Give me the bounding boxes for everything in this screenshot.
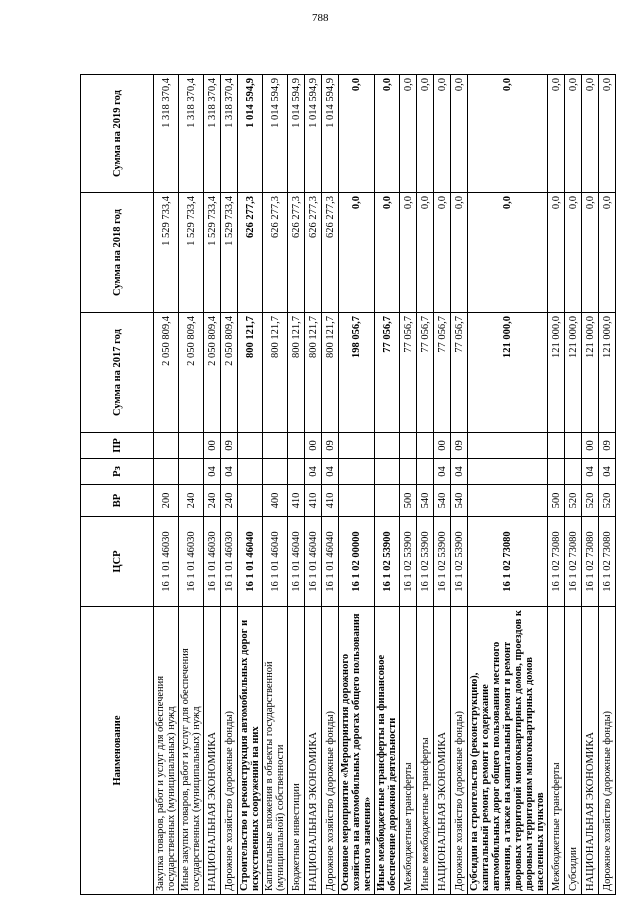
header-name: Наименование xyxy=(81,607,154,895)
cell-sum-2017: 121 000,0 xyxy=(582,313,599,433)
cell-pr xyxy=(375,433,400,459)
cell-vr: 200 xyxy=(154,485,179,517)
cell-csr: 16 1 02 53900 xyxy=(400,517,417,607)
cell-pr xyxy=(400,433,417,459)
cell-sum-2017: 77 056,7 xyxy=(434,313,451,433)
cell-csr: 16 1 01 46030 xyxy=(221,517,238,607)
cell-vr: 540 xyxy=(434,485,451,517)
cell-pr: 09 xyxy=(599,433,616,459)
cell-csr: 16 1 01 46030 xyxy=(179,517,204,607)
cell-vr: 540 xyxy=(417,485,434,517)
cell-sum-2019: 0,0 xyxy=(548,75,565,193)
cell-sum-2017: 800 121,7 xyxy=(305,313,322,433)
header-pr: ПР xyxy=(81,433,154,459)
table-body xyxy=(154,75,616,895)
cell-sum-2019: 1 318 370,4 xyxy=(179,75,204,193)
cell-rz xyxy=(179,459,204,485)
cell-pr xyxy=(339,433,375,459)
table-row xyxy=(339,75,375,895)
cell-sum-2019: 0,0 xyxy=(417,75,434,193)
cell-csr: 16 1 02 00000 xyxy=(339,517,375,607)
table-row xyxy=(417,75,434,895)
cell-vr: 240 xyxy=(179,485,204,517)
cell-sum-2018: 1 529 733,4 xyxy=(154,193,179,313)
cell-sum-2018: 1 529 733,4 xyxy=(221,193,238,313)
cell-sum-2017: 2 050 809,4 xyxy=(179,313,204,433)
cell-sum-2018: 1 529 733,4 xyxy=(179,193,204,313)
cell-vr: 410 xyxy=(305,485,322,517)
cell-pr: 00 xyxy=(305,433,322,459)
table-row xyxy=(451,75,468,895)
cell-rz: 04 xyxy=(221,459,238,485)
table-row xyxy=(204,75,221,895)
cell-vr: 400 xyxy=(263,485,288,517)
cell-pr xyxy=(288,433,305,459)
cell-name: Дорожное хозяйство (дорожные фонды) xyxy=(599,607,616,895)
cell-rz xyxy=(339,459,375,485)
cell-csr: 16 1 02 73080 xyxy=(582,517,599,607)
cell-rz: 04 xyxy=(204,459,221,485)
table-row xyxy=(548,75,565,895)
cell-sum-2018: 0,0 xyxy=(548,193,565,313)
table-row xyxy=(263,75,288,895)
cell-rz: 04 xyxy=(434,459,451,485)
cell-rz xyxy=(375,459,400,485)
cell-sum-2018: 0,0 xyxy=(599,193,616,313)
budget-table xyxy=(80,74,616,895)
cell-sum-2018: 0,0 xyxy=(375,193,400,313)
cell-sum-2019: 0,0 xyxy=(339,75,375,193)
cell-rz xyxy=(548,459,565,485)
cell-rz xyxy=(238,459,263,485)
cell-sum-2018: 626 277,3 xyxy=(305,193,322,313)
cell-sum-2019: 0,0 xyxy=(582,75,599,193)
cell-sum-2018: 0,0 xyxy=(451,193,468,313)
cell-name: Дорожное хозяйство (дорожные фонды) xyxy=(451,607,468,895)
cell-name: Межбюджетные трансферты xyxy=(548,607,565,895)
cell-csr: 16 1 02 73080 xyxy=(599,517,616,607)
cell-name: НАЦИОНАЛЬНАЯ ЭКОНОМИКА xyxy=(305,607,322,895)
page-number: 788 xyxy=(312,12,329,24)
cell-vr xyxy=(375,485,400,517)
cell-sum-2019: 1 014 594,9 xyxy=(305,75,322,193)
cell-sum-2019: 0,0 xyxy=(434,75,451,193)
cell-sum-2017: 121 000,0 xyxy=(599,313,616,433)
cell-sum-2019: 1 318 370,4 xyxy=(154,75,179,193)
cell-pr: 00 xyxy=(582,433,599,459)
table-header-row xyxy=(81,75,154,895)
header-sum-2018: Сумма на 2018 год xyxy=(81,193,154,313)
cell-vr: 410 xyxy=(322,485,339,517)
cell-pr: 09 xyxy=(451,433,468,459)
cell-rz xyxy=(154,459,179,485)
cell-pr xyxy=(179,433,204,459)
cell-sum-2019: 1 318 370,4 xyxy=(221,75,238,193)
cell-sum-2017: 800 121,7 xyxy=(263,313,288,433)
cell-name: Основное мероприятие «Мероприятия дорожного хозяйства на автомобильных дорогах общего пользования местного значения» xyxy=(339,607,375,895)
cell-csr: 16 1 02 53900 xyxy=(434,517,451,607)
table-row xyxy=(468,75,548,895)
cell-sum-2017: 800 121,7 xyxy=(288,313,305,433)
cell-sum-2018: 0,0 xyxy=(417,193,434,313)
table-row xyxy=(400,75,417,895)
cell-csr: 16 1 02 53900 xyxy=(451,517,468,607)
cell-sum-2019: 1 014 594,9 xyxy=(263,75,288,193)
cell-sum-2019: 1 318 370,4 xyxy=(204,75,221,193)
cell-rz: 04 xyxy=(322,459,339,485)
table-row xyxy=(434,75,451,895)
cell-vr: 520 xyxy=(582,485,599,517)
cell-sum-2017: 198 056,7 xyxy=(339,313,375,433)
cell-name: НАЦИОНАЛЬНАЯ ЭКОНОМИКА xyxy=(204,607,221,895)
header-sum-2017: Сумма на 2017 год xyxy=(81,313,154,433)
table-row xyxy=(221,75,238,895)
cell-csr: 16 1 02 53900 xyxy=(417,517,434,607)
header-sum-2019: Сумма на 2019 год xyxy=(81,75,154,193)
cell-sum-2019: 0,0 xyxy=(400,75,417,193)
cell-rz xyxy=(417,459,434,485)
cell-rz: 04 xyxy=(305,459,322,485)
cell-sum-2019: 1 014 594,9 xyxy=(288,75,305,193)
table-row xyxy=(238,75,263,895)
cell-name: Субсидии на строительство (реконструкцию), капитальный ремонт, ремонт и содержание автомобильных дорог общего пользования местного значения, а также на капитальный ремонт и ремонт дворовых территорий многоквартирных домов, проездов к дворовым территориям многоквартирных домов населенных пунктов xyxy=(468,607,548,895)
cell-name: Бюджетные инвестиции xyxy=(288,607,305,895)
cell-pr xyxy=(263,433,288,459)
cell-vr: 540 xyxy=(451,485,468,517)
cell-vr: 500 xyxy=(548,485,565,517)
cell-name: Дорожное хозяйство (дорожные фонды) xyxy=(221,607,238,895)
table-row xyxy=(582,75,599,895)
cell-name: Иные межбюджетные трансферты на финансовое обеспечение дорожной деятельности xyxy=(375,607,400,895)
table-row xyxy=(305,75,322,895)
cell-rz xyxy=(400,459,417,485)
cell-sum-2018: 626 277,3 xyxy=(322,193,339,313)
cell-sum-2017: 77 056,7 xyxy=(451,313,468,433)
table-row xyxy=(599,75,616,895)
cell-vr xyxy=(339,485,375,517)
cell-name: Дорожное хозяйство (дорожные фонды) xyxy=(322,607,339,895)
cell-name: НАЦИОНАЛЬНАЯ ЭКОНОМИКА xyxy=(434,607,451,895)
cell-pr xyxy=(468,433,548,459)
cell-csr: 16 1 01 46040 xyxy=(305,517,322,607)
cell-sum-2019: 0,0 xyxy=(468,75,548,193)
cell-vr: 410 xyxy=(288,485,305,517)
cell-sum-2018: 0,0 xyxy=(565,193,582,313)
cell-rz: 04 xyxy=(599,459,616,485)
cell-csr: 16 1 02 73080 xyxy=(468,517,548,607)
cell-pr: 00 xyxy=(204,433,221,459)
cell-vr: 240 xyxy=(204,485,221,517)
cell-pr xyxy=(238,433,263,459)
header-vr: ВР xyxy=(81,485,154,517)
cell-sum-2019: 0,0 xyxy=(599,75,616,193)
cell-vr: 520 xyxy=(599,485,616,517)
cell-name: Иные межбюджетные трансферты xyxy=(417,607,434,895)
cell-vr: 520 xyxy=(565,485,582,517)
cell-name: НАЦИОНАЛЬНАЯ ЭКОНОМИКА xyxy=(582,607,599,895)
cell-rz: 04 xyxy=(582,459,599,485)
table-row xyxy=(288,75,305,895)
cell-sum-2019: 1 014 594,9 xyxy=(238,75,263,193)
cell-csr: 16 1 01 46040 xyxy=(322,517,339,607)
cell-name: Капитальные вложения в объекты государственной (муниципальной) собственности xyxy=(263,607,288,895)
cell-name: Субсидии xyxy=(565,607,582,895)
cell-rz xyxy=(468,459,548,485)
cell-sum-2017: 77 056,7 xyxy=(417,313,434,433)
cell-sum-2019: 0,0 xyxy=(375,75,400,193)
cell-csr: 16 1 01 46030 xyxy=(204,517,221,607)
cell-sum-2019: 0,0 xyxy=(451,75,468,193)
cell-sum-2017: 800 121,7 xyxy=(322,313,339,433)
cell-sum-2018: 1 529 733,4 xyxy=(204,193,221,313)
cell-sum-2017: 2 050 809,4 xyxy=(204,313,221,433)
table-row xyxy=(154,75,179,895)
cell-pr xyxy=(417,433,434,459)
cell-name: Строительство и реконструкция автомобильных дорог и искусственных сооружений на них xyxy=(238,607,263,895)
cell-csr: 16 1 01 46040 xyxy=(238,517,263,607)
cell-pr xyxy=(548,433,565,459)
table-row xyxy=(179,75,204,895)
cell-pr xyxy=(565,433,582,459)
cell-sum-2017: 121 000,0 xyxy=(548,313,565,433)
cell-sum-2017: 121 000,0 xyxy=(565,313,582,433)
cell-rz: 04 xyxy=(451,459,468,485)
cell-csr: 16 1 02 53900 xyxy=(375,517,400,607)
cell-sum-2017: 77 056,7 xyxy=(375,313,400,433)
table-row xyxy=(565,75,582,895)
cell-sum-2017: 121 000,0 xyxy=(468,313,548,433)
cell-pr xyxy=(154,433,179,459)
cell-sum-2017: 800 121,7 xyxy=(238,313,263,433)
cell-sum-2018: 0,0 xyxy=(339,193,375,313)
cell-sum-2018: 626 277,3 xyxy=(288,193,305,313)
cell-sum-2018: 0,0 xyxy=(582,193,599,313)
cell-vr xyxy=(468,485,548,517)
cell-vr xyxy=(238,485,263,517)
header-csr: ЦСР xyxy=(81,517,154,607)
cell-vr: 240 xyxy=(221,485,238,517)
table-row xyxy=(322,75,339,895)
cell-rz xyxy=(263,459,288,485)
cell-name: Межбюджетные трансферты xyxy=(400,607,417,895)
cell-csr: 16 1 02 73080 xyxy=(565,517,582,607)
cell-rz xyxy=(565,459,582,485)
cell-sum-2018: 0,0 xyxy=(400,193,417,313)
cell-sum-2019: 1 014 594,9 xyxy=(322,75,339,193)
cell-csr: 16 1 02 73080 xyxy=(548,517,565,607)
table-row xyxy=(375,75,400,895)
cell-csr: 16 1 01 46040 xyxy=(288,517,305,607)
cell-sum-2018: 0,0 xyxy=(434,193,451,313)
cell-name: Иные закупки товаров, работ и услуг для обеспечения государственных (муниципальных) нужд xyxy=(179,607,204,895)
cell-sum-2017: 77 056,7 xyxy=(400,313,417,433)
cell-sum-2018: 0,0 xyxy=(468,193,548,313)
cell-vr: 500 xyxy=(400,485,417,517)
cell-sum-2019: 0,0 xyxy=(565,75,582,193)
cell-name: Закупка товаров, работ и услуг для обеспечения государственных (муниципальных) нужд xyxy=(154,607,179,895)
header-rz: Рз xyxy=(81,459,154,485)
cell-rz xyxy=(288,459,305,485)
cell-pr: 09 xyxy=(322,433,339,459)
cell-csr: 16 1 01 46030 xyxy=(154,517,179,607)
cell-pr: 09 xyxy=(221,433,238,459)
cell-sum-2018: 626 277,3 xyxy=(263,193,288,313)
cell-sum-2017: 2 050 809,4 xyxy=(154,313,179,433)
rotated-page-content xyxy=(80,75,613,895)
cell-sum-2018: 626 277,3 xyxy=(238,193,263,313)
cell-pr: 00 xyxy=(434,433,451,459)
cell-sum-2017: 2 050 809,4 xyxy=(221,313,238,433)
cell-csr: 16 1 01 46040 xyxy=(263,517,288,607)
